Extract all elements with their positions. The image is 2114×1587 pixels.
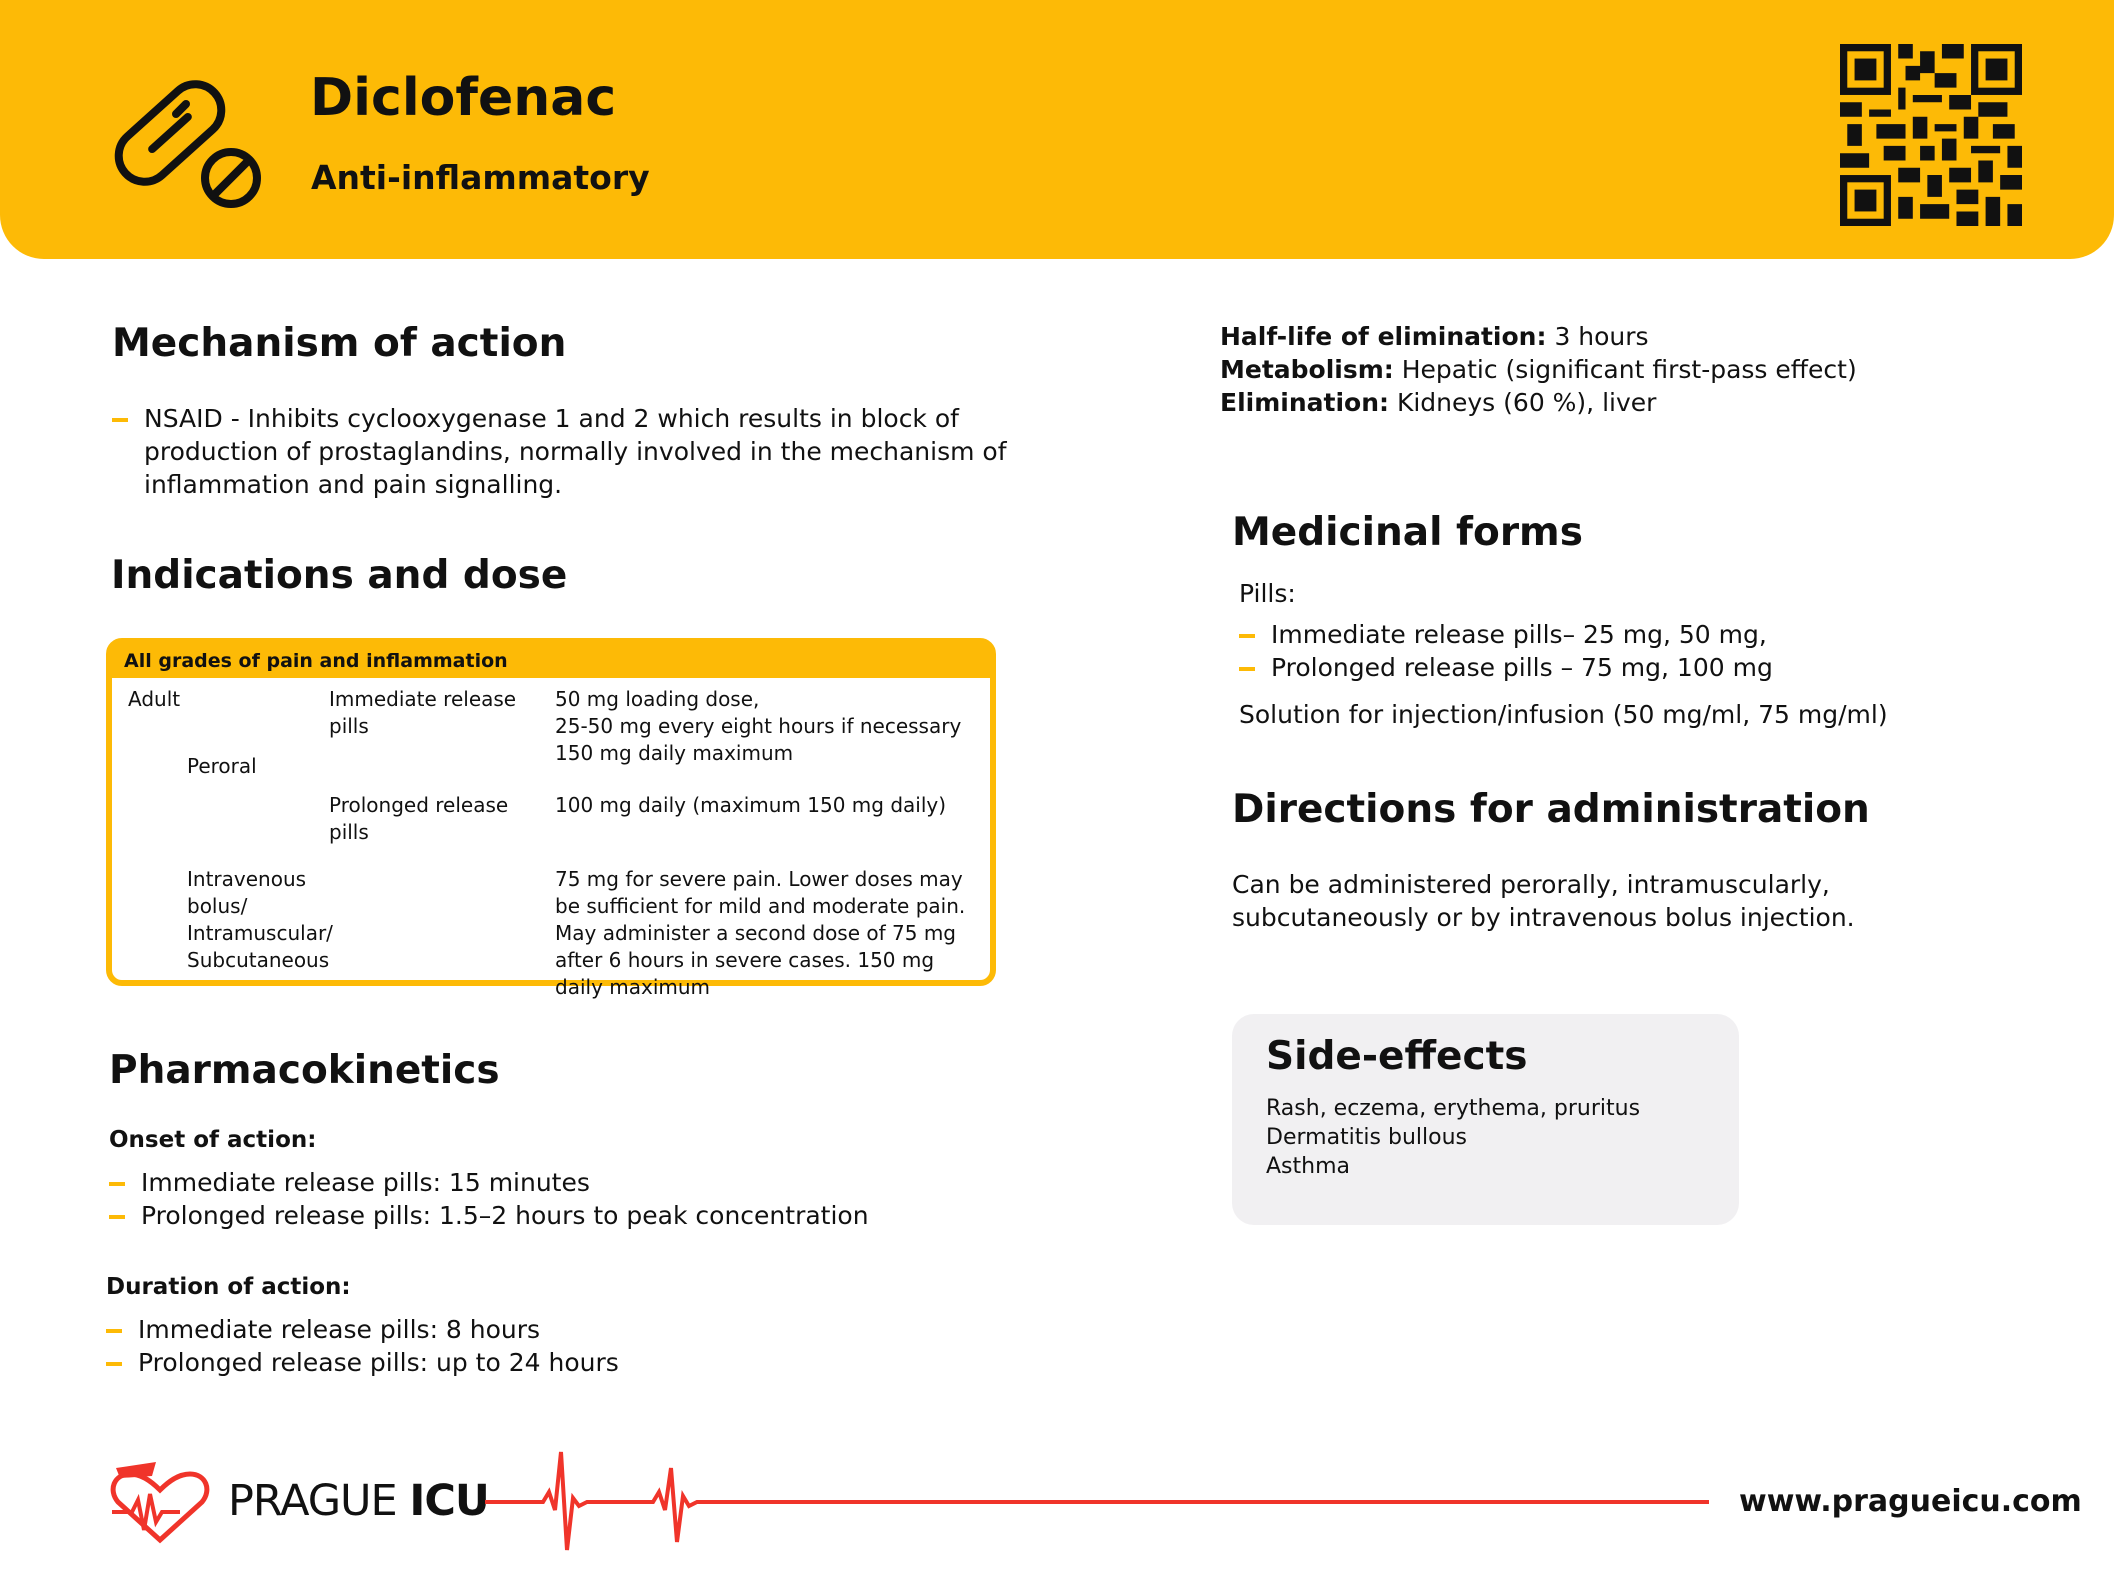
kinetics-summary — [1220, 320, 1857, 419]
value: Kidneys (60 %), liver — [1396, 388, 1657, 417]
value: Hepatic (significant first-pass effect) — [1401, 355, 1857, 384]
duration-label: Duration of action: — [106, 1274, 351, 1300]
population-cell: Adult — [128, 687, 181, 711]
metabolism-row — [1220, 353, 1857, 386]
onset-list — [109, 1166, 869, 1232]
side-effects-heading: Side-effects — [1266, 1034, 1528, 1079]
directions-heading: Directions for administration — [1232, 787, 1870, 832]
table-title: All grades of pain and inflammation — [112, 644, 990, 678]
dose-line: 150 mg daily maximum — [555, 741, 794, 765]
drug-class: Anti-inflammatory — [311, 158, 650, 197]
list-item: Immediate release pills: 8 hours — [106, 1313, 619, 1346]
dose-line: 25-50 mg every eight hours if necessary — [555, 714, 962, 738]
list-item: Rash, eczema, erythema, pruritus — [1266, 1096, 1641, 1121]
dose-line: 50 mg loading dose, — [555, 687, 760, 711]
pharmacokinetics-heading: Pharmacokinetics — [109, 1048, 500, 1093]
side-effects-list — [1266, 1094, 1640, 1181]
value: 3 hours — [1554, 322, 1649, 351]
form-cell: Immediate release pills — [329, 687, 517, 738]
forms-heading: Medicinal forms — [1232, 510, 1583, 555]
brand-light: PRAGUE — [228, 1476, 397, 1526]
brand-bold: ICU — [409, 1476, 489, 1526]
ecg-line-icon — [483, 1450, 1713, 1554]
route-cell: Peroral — [187, 754, 257, 778]
mechanism-heading: Mechanism of action — [112, 321, 567, 366]
header-banner — [0, 0, 2114, 259]
form-cell: Prolonged release pills — [329, 793, 509, 844]
dose-table — [106, 638, 996, 999]
dose-cell: 100 mg daily (maximum 150 mg daily) — [555, 793, 947, 817]
list-item: Prolonged release pills: up to 24 hours — [106, 1346, 619, 1379]
mechanism-list — [112, 402, 1072, 501]
dose-cell — [555, 686, 985, 767]
label: Elimination: — [1220, 388, 1389, 417]
indications-heading: Indications and dose — [111, 553, 568, 598]
dose-cell: 75 mg for severe pain. Lower doses may be sufficient for mild and moderate pain. May administer a second dose of 75 mg after 6 hours in severe cases. 150 mg daily maximum — [555, 867, 966, 999]
half-life-row — [1220, 320, 1857, 353]
label: Half-life of elimination: — [1220, 322, 1547, 351]
route-cell: Intravenous bolus/ Intramuscular/ Subcutaneous — [187, 867, 333, 972]
list-item: NSAID - Inhibits cyclooxygenase 1 and 2 which results in block of production of prostaglandins, normally involved in the mechanism of inflammation and pain signalling. — [112, 402, 1072, 501]
directions-text: Can be administered perorally, intramuscularly, subcutaneously or by intravenous bolus injection. — [1232, 870, 1855, 932]
list-item: Asthma — [1266, 1154, 1350, 1179]
pills-label: Pills: — [1239, 579, 1296, 608]
list-item: Immediate release pills: 15 minutes — [109, 1166, 869, 1199]
side-effects-panel — [1232, 1014, 1739, 1225]
elimination-row — [1220, 386, 1857, 419]
list-item: Prolonged release pills: 1.5–2 hours to peak concentration — [109, 1199, 869, 1232]
onset-label: Onset of action: — [109, 1127, 317, 1153]
pills-list — [1239, 618, 1773, 684]
qr-code-icon[interactable] — [1840, 44, 2022, 226]
pill-icon — [118, 72, 268, 212]
footer-url[interactable]: www.pragueicu.com — [1739, 1484, 2082, 1519]
list-item: Immediate release pills– 25 mg, 50 mg, — [1239, 618, 1773, 651]
list-item: Dermatitis bullous — [1266, 1125, 1467, 1150]
footer-brand — [228, 1476, 489, 1526]
solution-text: Solution for injection/infusion (50 mg/ml, 75 mg/ml) — [1239, 700, 1888, 729]
drug-title: Diclofenac — [310, 68, 617, 128]
label: Metabolism: — [1220, 355, 1394, 384]
duration-list — [106, 1313, 619, 1379]
list-item: Prolonged release pills – 75 mg, 100 mg — [1239, 651, 1773, 684]
prague-icu-logo-icon — [108, 1460, 213, 1545]
